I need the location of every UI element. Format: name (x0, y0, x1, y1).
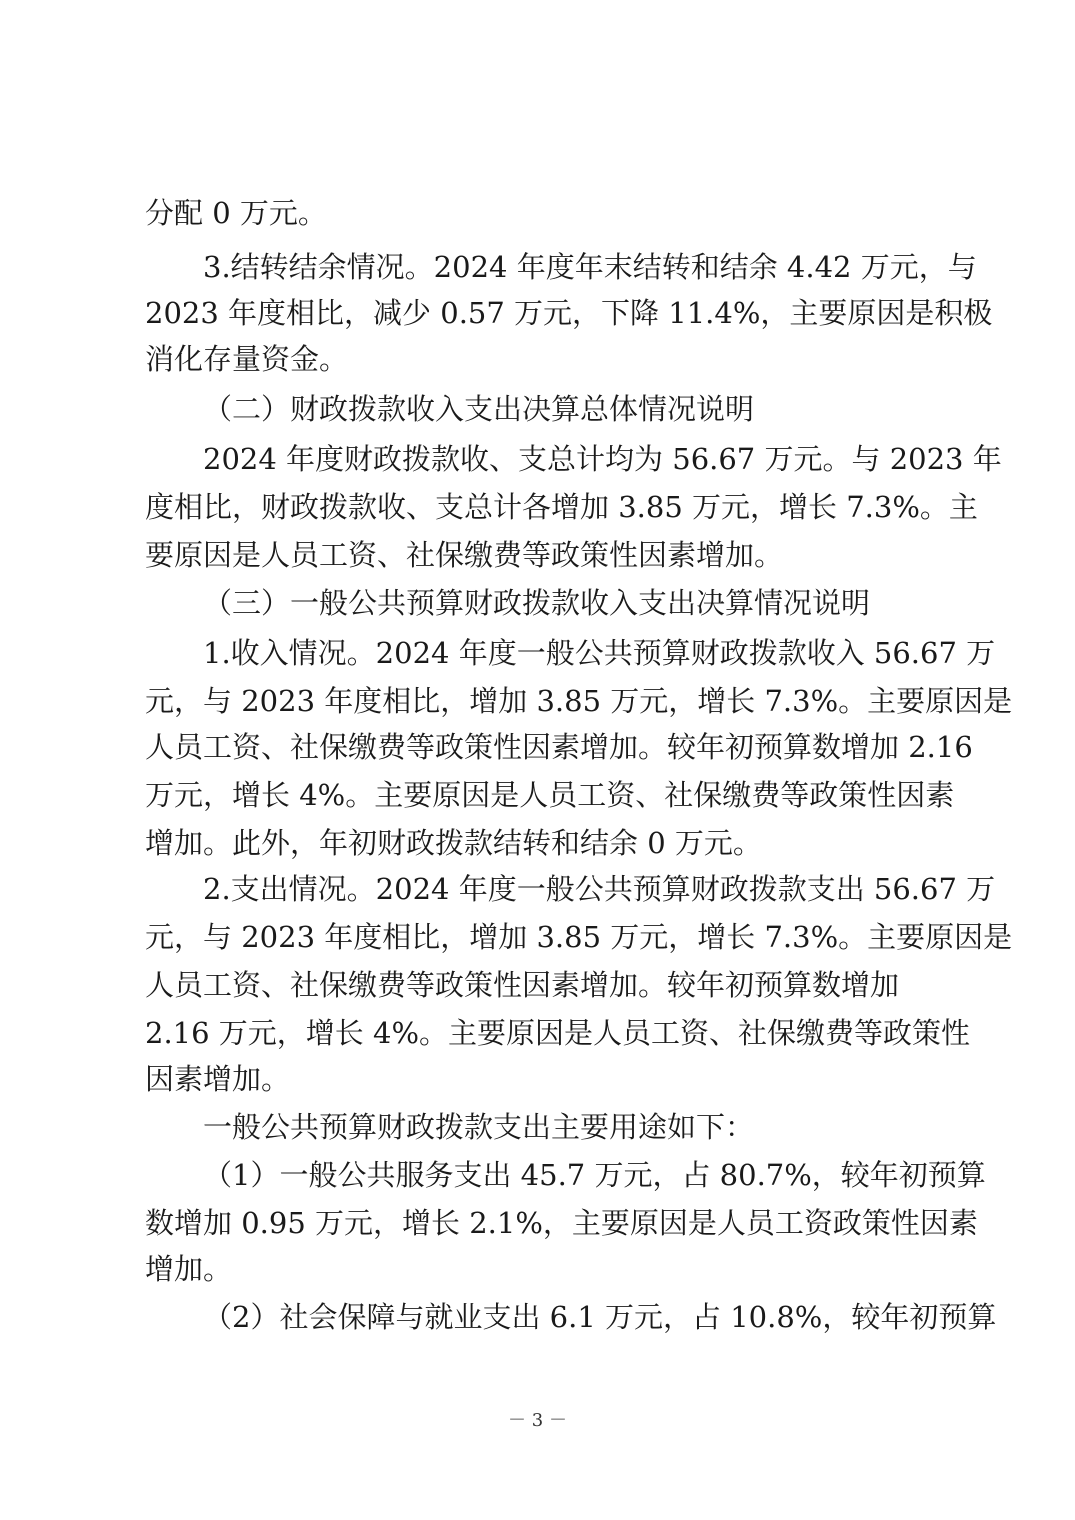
text-line: （2）社会保障与就业支出 6.1 万元，占 10.8%，较年初预算 (203, 1300, 997, 1334)
text-line: 增加。此外，年初财政拨款结转和结余 0 万元。 (145, 826, 762, 860)
text-line: （1）一般公共服务支出 45.7 万元，占 80.7%，较年初预算 (203, 1158, 986, 1192)
text-line: 2.16 万元，增长 4%。主要原因是人员工资、社保缴费等政策性 (145, 1016, 971, 1050)
text-line: 2023 年度相比，减少 0.57 万元，下降 11.4%，主要原因是积极 (145, 296, 993, 330)
text-line: 2024 年度财政拨款收、支总计均为 56.67 万元。与 2023 年 (203, 442, 1002, 476)
text-line: 因素增加。 (145, 1062, 291, 1096)
text-line: 人员工资、社保缴费等政策性因素增加。较年初预算数增加 2.16 (145, 730, 973, 764)
text-line: 分配 0 万元。 (145, 196, 327, 230)
text-line: 元，与 2023 年度相比，增加 3.85 万元，增长 7.3%。主要原因是 (145, 684, 1013, 718)
text-line: 元，与 2023 年度相比，增加 3.85 万元，增长 7.3%。主要原因是 (145, 920, 1013, 954)
text-line: 人员工资、社保缴费等政策性因素增加。较年初预算数增加 (145, 968, 900, 1002)
section-heading: （三）一般公共预算财政拨款收入支出决算情况说明 (203, 586, 871, 620)
text-line: 增加。 (145, 1252, 233, 1286)
text-line: 消化存量资金。 (145, 342, 349, 376)
text-line: 3.结转结余情况。2024 年度年末结转和结余 4.42 万元，与 (203, 250, 977, 284)
text-line: 度相比，财政拨款收、支总计各增加 3.85 万元，增长 7.3%。主 (145, 490, 978, 524)
text-line: 数增加 0.95 万元，增长 2.1%，主要原因是人员工资政策性因素 (145, 1206, 978, 1240)
text-line: 要原因是人员工资、社保缴费等政策性因素增加。 (145, 538, 784, 572)
text-line: 2.支出情况。2024 年度一般公共预算财政拨款支出 56.67 万 (203, 872, 996, 906)
section-heading: （二）财政拨款收入支出决算总体情况说明 (203, 392, 755, 426)
text-line: 1.收入情况。2024 年度一般公共预算财政拨款收入 56.67 万 (203, 636, 996, 670)
page-number: － 3 － (508, 1410, 567, 1431)
text-line: 一般公共预算财政拨款支出主要用途如下： (203, 1110, 755, 1144)
text-line: 万元，增长 4%。主要原因是人员工资、社保缴费等政策性因素 (145, 778, 955, 812)
